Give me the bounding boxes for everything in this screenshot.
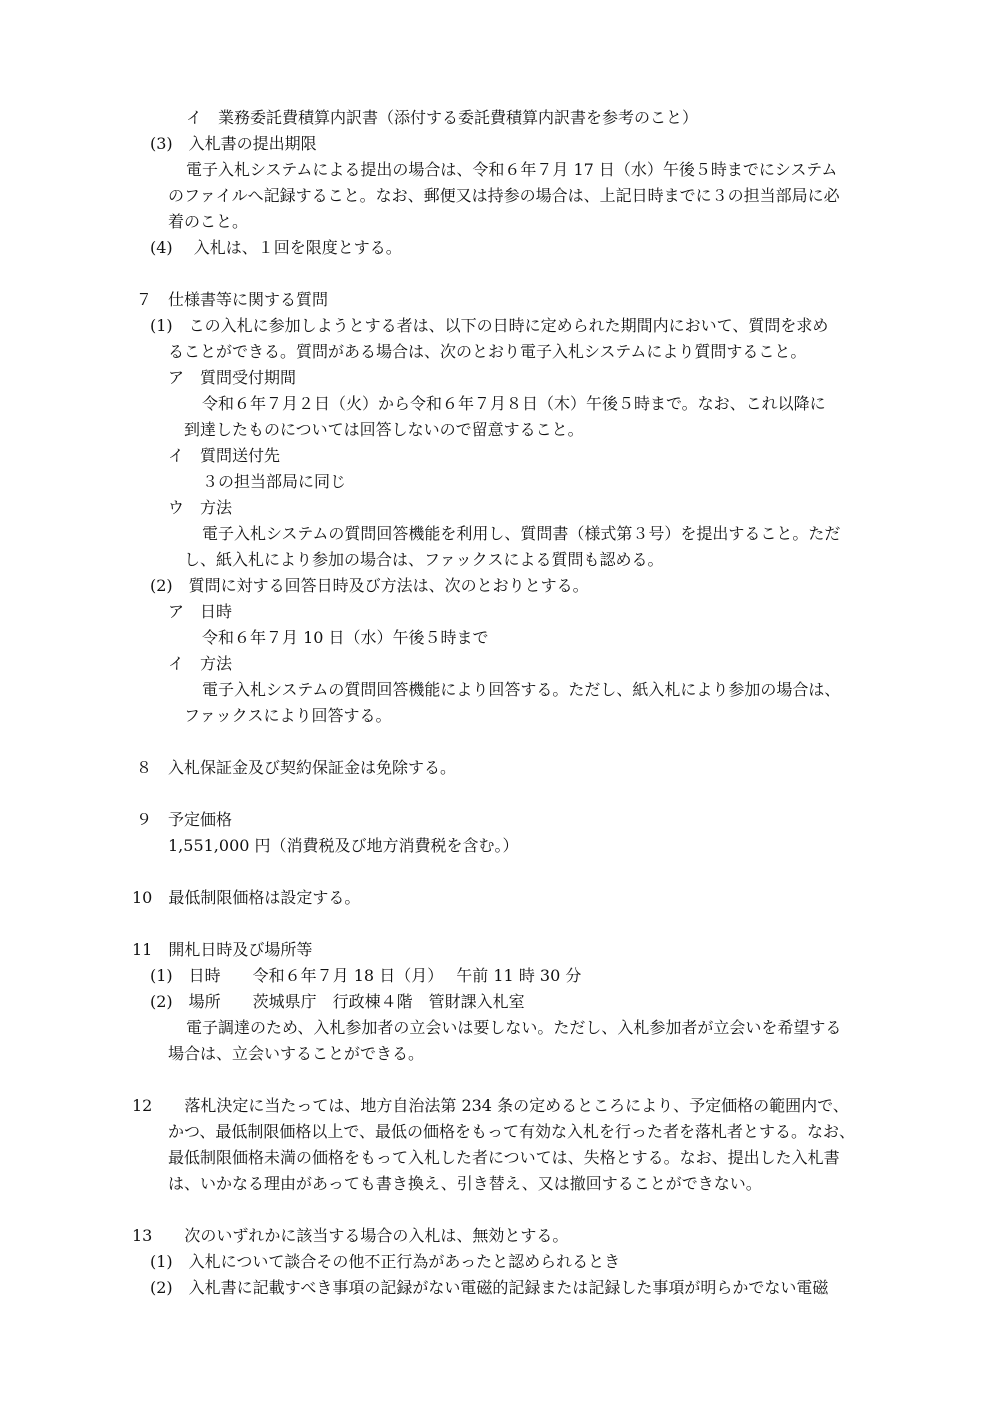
text-line: かつ、最低制限価格以上で、最低の価格をもって有効な入札を行った者を落札者とする。なお、: [168, 1122, 856, 1141]
text-line: イ 質問送付先: [168, 446, 281, 465]
text-line: 11 開札日時及び場所等: [132, 940, 313, 959]
text-line: 12 落札決定に当たっては、地方自治法第 234 条の定めるところにより、予定価格の範囲内で、: [132, 1096, 849, 1115]
text-line: (1) 入札について談合その他不正行為があったと認められるとき: [150, 1252, 621, 1271]
text-line: 13 次のいずれかに該当する場合の入札は、無効とする。: [132, 1226, 569, 1245]
text-line: ８ 入札保証金及び契約保証金は免除する。: [136, 758, 457, 777]
text-line: (1) この入札に参加しようとする者は、以下の日時に定められた期間内において、質問を求め: [150, 316, 829, 335]
text-line: 場合は、立会いすることができる。: [168, 1044, 425, 1063]
text-line: 令和６年７月２日（火）から令和６年７月８日（木）午後５時まで。なお、これ以降に: [202, 394, 826, 413]
text-line: ア 日時: [168, 602, 233, 621]
text-line: (4) 入札は、１回を限度とする。: [150, 238, 402, 257]
text-line: ファックスにより回答する。: [184, 706, 392, 725]
text-line: し、紙入札により参加の場合は、ファックスによる質問も認める。: [184, 550, 664, 569]
text-line: 令和６年７月 10 日（水）午後５時まで: [202, 628, 489, 647]
text-line: 電子入札システムによる提出の場合は、令和６年７月 17 日（水）午後５時までにシステム: [186, 160, 838, 179]
text-line: 電子入札システムの質問回答機能により回答する。ただし、紙入札により参加の場合は、: [202, 680, 841, 699]
text-line: ９ 予定価格: [136, 810, 233, 829]
text-line: ３の担当部局に同じ: [202, 472, 347, 491]
text-line: ウ 方法: [168, 498, 233, 517]
text-line: (1) 日時 令和６年７月 18 日（月） 午前 11 時 30 分: [150, 966, 582, 985]
text-line: 1,551,000 円（消費税及び地方消費税を含む。）: [168, 836, 519, 855]
text-line: 到達したものについては回答しないので留意すること。: [184, 420, 584, 439]
text-line: (2) 質問に対する回答日時及び方法は、次のとおりとする。: [150, 576, 589, 595]
text-line: 最低制限価格未満の価格をもって入札した者については、失格とする。なお、提出した入札書: [168, 1148, 840, 1167]
text-line: ることができる。質問がある場合は、次のとおり電子入札システムにより質問すること。: [168, 342, 807, 361]
text-line: (2) 場所 茨城県庁 行政棟４階 管財課入札室: [150, 992, 525, 1011]
text-line: (3) 入札書の提出期限: [150, 134, 317, 153]
text-line: 10 最低制限価格は設定する。: [132, 888, 361, 907]
text-line: (2) 入札書に記載すべき事項の記録がない電磁的記録または記録した事項が明らかでない電磁: [150, 1278, 829, 1297]
text-line: 着のこと。: [168, 212, 249, 231]
text-line: イ 方法: [168, 654, 233, 673]
text-line: ７ 仕様書等に関する質問: [136, 290, 329, 309]
text-line: は、いかなる理由があっても書き換え、引き替え、又は撤回することができない。: [168, 1174, 762, 1193]
text-line: 電子調達のため、入札参加者の立会いは要しない。ただし、入札参加者が立会いを希望する: [186, 1018, 842, 1037]
text-line: 電子入札システムの質問回答機能を利用し、質問書（様式第３号）を提出すること。ただ: [202, 524, 841, 543]
text-line: イ 業務委託費積算内訳書（添付する委託費積算内訳書を参考のこと）: [186, 108, 699, 127]
text-line: ア 質問受付期間: [168, 368, 297, 387]
text-line: のファイルへ記録すること。なお、郵便又は持参の場合は、上記日時までに３の担当部局に必: [168, 186, 840, 205]
